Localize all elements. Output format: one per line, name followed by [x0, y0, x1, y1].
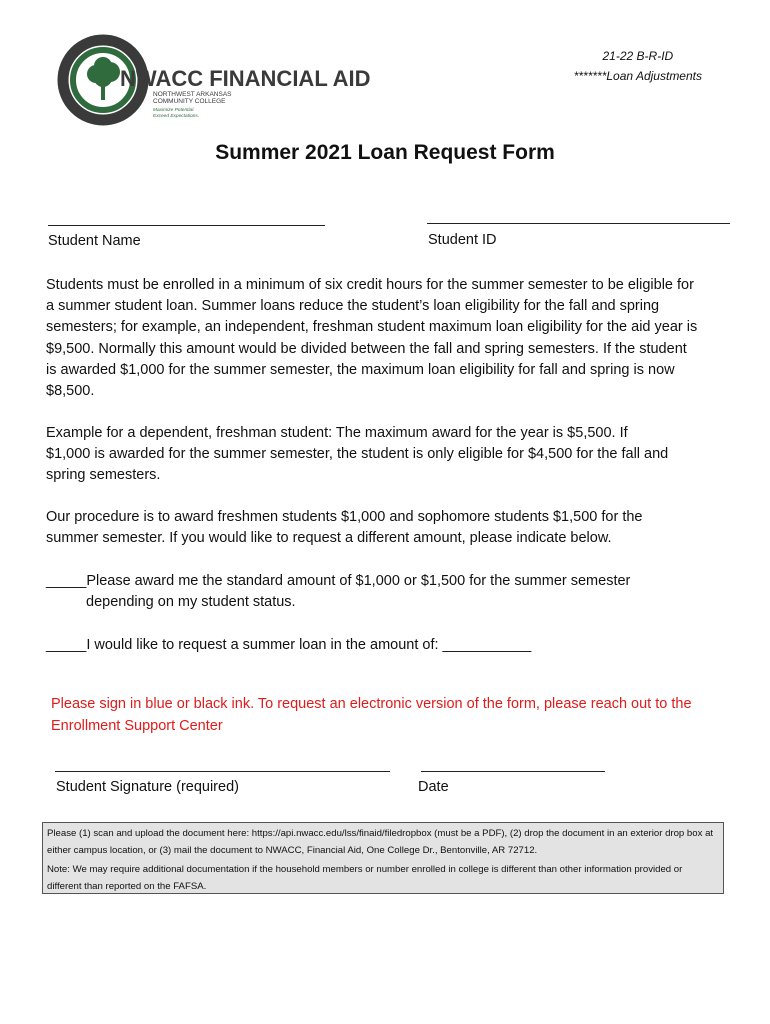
- student-id-label: Student ID: [428, 232, 497, 248]
- form-code-block: [574, 46, 702, 86]
- example-paragraph: [46, 423, 676, 487]
- eligibility-text: Students must be enrolled in a minimum of six credit hours for the summer semester to be eligible for a summer student loan. Summer loans reduce the student’s loan eligibility for the fall and spring semesters; for example, an independent, freshman student maximum loan eligibility for the aid year is $9,500. Normally this amount would be divided between the fall and spring semesters. If the student is awarded $1,000 for the summer semester, the maximum loan eligibility for fall and spring is now $8,500.: [46, 277, 698, 400]
- logo-text: NWACC FINANCIAL AID: [120, 66, 371, 91]
- nwacc-logo: [58, 36, 371, 126]
- student-id-field[interactable]: [427, 223, 730, 224]
- student-name-label: Student Name: [48, 233, 141, 249]
- custom-amount-text: _____I would like to request a summer loan in the amount of: ___________: [46, 637, 532, 653]
- submission-instructions: Please (1) scan and upload the document here: https://api.nwacc.edu/lss/finaid/filedropbox (must be a PDF), (2) drop the document in an exterior drop box at either campus location, or (3) mail the document to NWACC, Financial Aid, One College Dr., Bentonville, AR 72712.: [47, 828, 714, 856]
- standard-amount-line2: depending on my student status.: [86, 594, 296, 611]
- example-text: Example for a dependent, freshman student: The maximum award for the year is $5,500. If $1,000 is awarded for the summer semester, the student is only eligible for $4,500 for the fall and spring semesters.: [46, 425, 669, 484]
- custom-amount-option[interactable]: [46, 635, 696, 656]
- tree-icon: [87, 57, 120, 100]
- student-name-field[interactable]: [48, 225, 325, 226]
- standard-amount-line1: _____Please award me the standard amount of $1,000 or $1,500 for the summer semester: [46, 573, 631, 589]
- documentation-note: Note: We may require additional documentation if the household members or number enrolled in college is different than other information provided or different than reported on the FAFSA.: [47, 864, 683, 892]
- form-category: *******Loan Adjustments: [573, 69, 702, 83]
- logo-graphic: [58, 36, 371, 126]
- date-label: Date: [418, 779, 449, 795]
- signature-field[interactable]: [55, 771, 390, 772]
- signature-label: Student Signature (required): [56, 779, 239, 795]
- procedure-text: Our procedure is to award freshmen students $1,000 and sophomore students $1,500 for the summer semester. If you would like to request a different amount, please indicate below.: [46, 509, 643, 547]
- procedure-paragraph: [46, 507, 686, 549]
- logo-tagline-1: Maximize Potential.: [153, 108, 195, 113]
- eligibility-paragraph: [46, 275, 698, 402]
- logo-subtext-2: COMMUNITY COLLEGE: [153, 98, 226, 105]
- date-field[interactable]: [421, 771, 605, 772]
- form-code: 21-22 B-R-ID: [602, 49, 674, 63]
- ink-notice: Please sign in blue or black ink. To request an electronic version of the form, please reach out to the Enrollment Support Center: [51, 696, 692, 734]
- logo-subtext-1: NORTHWEST ARKANSAS: [153, 91, 232, 98]
- page-title: Summer 2021 Loan Request Form: [215, 141, 555, 164]
- submission-note-box: [42, 822, 724, 894]
- standard-amount-option[interactable]: [46, 571, 696, 613]
- logo-tagline-2: Exceed Expectations.: [153, 114, 200, 119]
